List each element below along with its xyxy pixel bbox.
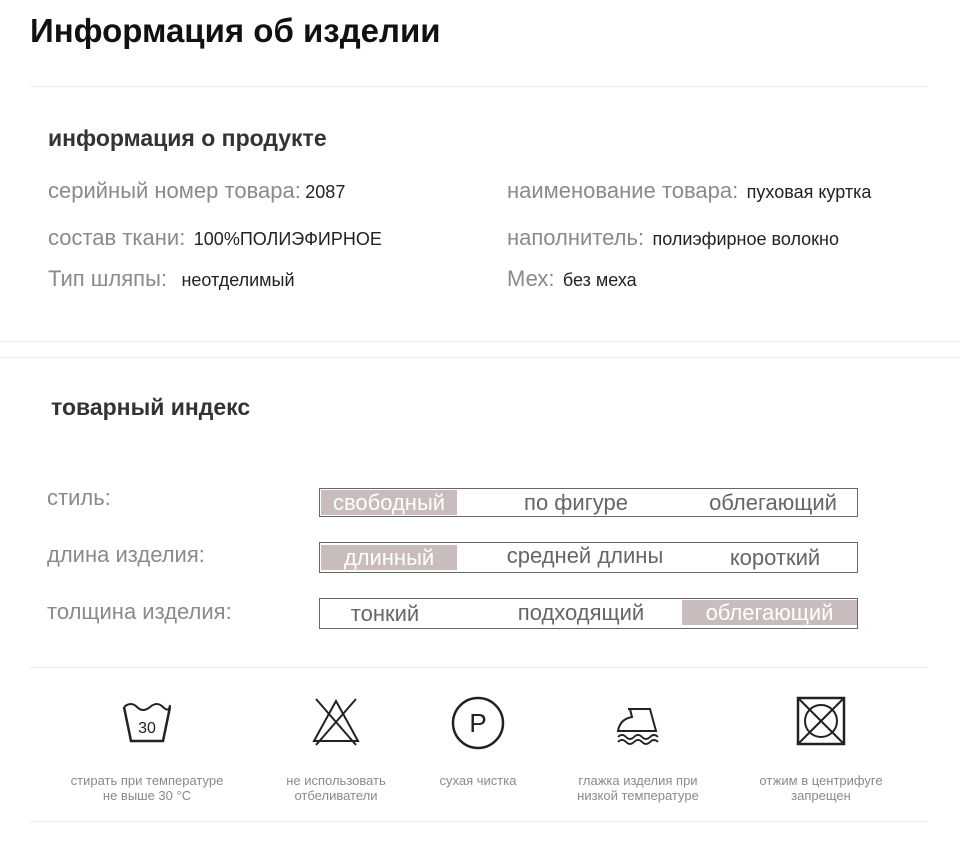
info-label: серийный номер товара: (48, 178, 301, 203)
info-value: неотделимый (181, 270, 295, 290)
care-item-tumble (731, 695, 911, 803)
style-scale (319, 488, 858, 517)
style-option-fitted: по фигуре (524, 490, 628, 515)
product-index-title: товарный индекс (51, 394, 251, 420)
divider (30, 667, 928, 668)
style-option-tight: облегающий (709, 490, 837, 515)
info-row-filler (507, 225, 839, 251)
info-label: Тип шляпы: (48, 266, 168, 291)
divider (30, 86, 928, 87)
care-item-iron (548, 695, 728, 803)
thickness-option-thin: тонкий (350, 601, 420, 626)
care-item-wash (57, 695, 237, 803)
info-row-hood (48, 266, 295, 292)
bleach-caption: не использовать отбеливатели (286, 773, 386, 803)
info-row-name (507, 178, 871, 204)
info-label: наименование товара: (507, 178, 739, 203)
info-row-fabric (48, 225, 382, 251)
info-value: 100%ПОЛИЭФИРНОЕ (193, 229, 382, 249)
info-row-fur (507, 266, 637, 292)
length-option-medium: средней длины (506, 543, 664, 568)
style-label: стиль: (47, 485, 111, 510)
care-item-dryclean (388, 695, 568, 788)
iron-caption: глажка изделия при низкой температуре (577, 773, 699, 803)
style-option-loose: свободный (321, 490, 457, 515)
length-scale (319, 542, 858, 573)
divider (30, 821, 928, 822)
iron-low-icon (612, 695, 664, 747)
wash-caption: стирать при температуре не выше 30 °С (70, 773, 224, 803)
thickness-option-thick: облегающий (682, 600, 857, 625)
info-label: Мех: (507, 266, 555, 291)
info-value: пуховая куртка (746, 182, 872, 202)
info-label: состав ткани: (48, 225, 186, 250)
divider (0, 341, 960, 342)
length-option-short: короткий (729, 545, 821, 570)
info-label: наполнитель: (507, 225, 645, 250)
no-tumble-dry-icon (795, 695, 847, 747)
no-bleach-icon (310, 695, 362, 747)
thickness-scale (319, 598, 858, 629)
thickness-label: толщина изделия: (47, 599, 232, 624)
product-info-title: информация о продукте (48, 125, 327, 151)
wash-30-icon (121, 695, 173, 747)
svg-text:30: 30 (138, 720, 156, 737)
page-title: Информация об изделии (30, 12, 441, 49)
dryclean-caption: сухая чистка (439, 773, 517, 788)
svg-text:P: P (469, 708, 487, 738)
length-label: длина изделия: (47, 542, 205, 567)
thickness-option-medium: подходящий (517, 600, 645, 625)
dry-clean-p-icon (450, 695, 506, 751)
info-value: 2087 (305, 182, 346, 202)
info-value: полиэфирное волокно (652, 229, 839, 249)
divider (0, 357, 960, 358)
length-option-long: длинный (321, 545, 457, 570)
info-row-serial (48, 178, 345, 204)
info-value: без меха (562, 270, 637, 290)
tumble-caption: отжим в центрифуге запрещен (759, 773, 883, 803)
